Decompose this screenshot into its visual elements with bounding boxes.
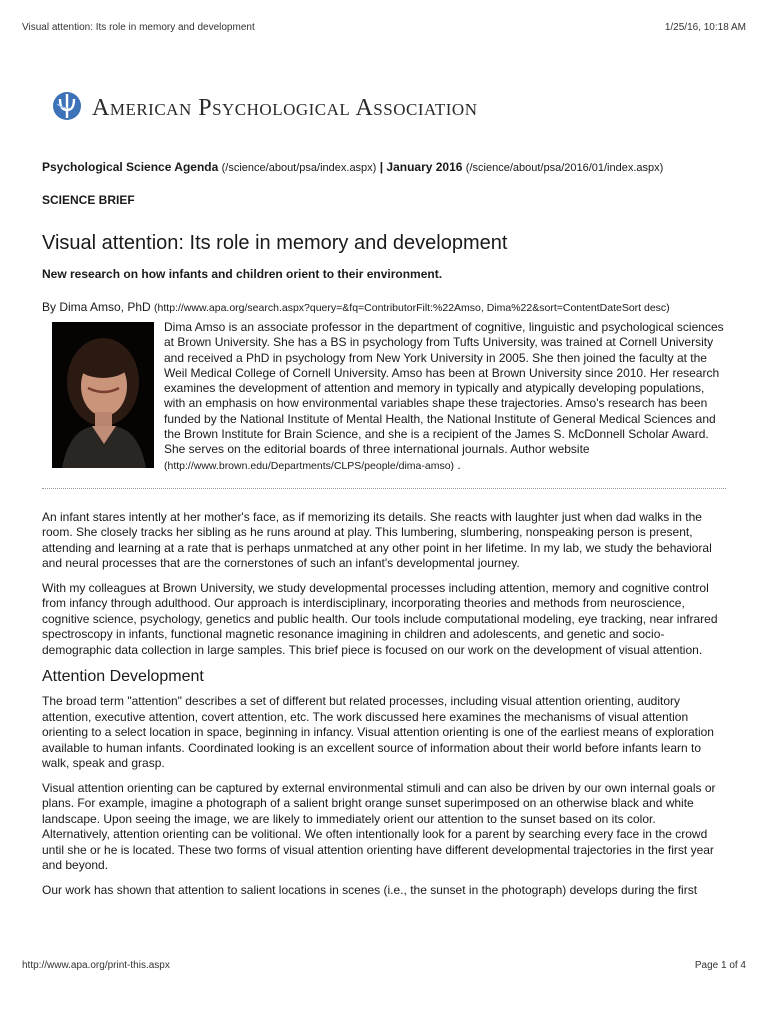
bio-text: Dima Amso is an associate professor in the department of cognitive, linguistic and psychological sciences at Brown University. She has a BS in psychology from Tufts University, was trained at Cornell University and received a PhD in psychology from New York University in 2005. She then joined the faculty at the Weil Medical College of Cornell University. Amso has been at Brown University since 2010. Her research examines the development of attention and memory in typically and atypically developing populations, with an emphasis on how environmental variables shape these trajectories. Amso's research has been funded by the National Institute of Mental Health, the National Institute of General Medical Sciences and the Brown Institute for Brain Science, and she is a recipient of the James S. McDonnell Scholar Award. She serves on the editorial boards of three international journals. Author website [164,320,724,457]
article [42,160,726,898]
paragraph-salient-locations: Our work has shown that attention to salient locations in scenes (i.e., the sunset in the photograph) develops during the first [42,882,698,897]
paragraph-intro: An infant stares intently at her mother's face, as if memorizing its details. She reacts with laughter just when dad walks in the room. She closely tracks her sibling as he runs around at play. This lumbering, slumbering, nonspeaking person is present, attending and learning at a rate that is perhaps unmatched at any other point in her lifetime. In my lab, we study the behavioral and neural processes that are the cornerstones of such an infant's developmental journey. [42,509,712,571]
logo-text: American Psychological Association [92,95,478,121]
print-header [22,22,746,33]
print-footer-page: Page 1 of 4 [694,960,746,971]
divider [42,488,726,489]
apa-logo[interactable] [52,88,477,129]
breadcrumb-section-url[interactable]: (/science/about/psa/index.aspx) [221,162,377,174]
paragraph-attention-definition: The broad term "attention" describes a set of different but related processes, including visual attention orienting, auditory attention, executive attention, covert attention, etc. The work discussed here examines the mechanisms of visual attention orienting to a select location in space, beginning in infancy. Visual attention orienting is one of the earliest means of exploration available to human infants. Coordinated looking is an excellent source of information about their world before infants learn to walk, speak and grasp. [42,694,714,771]
author-website-link[interactable]: (http://www.brown.edu/Departments/CLPS/people/dima-amso) [164,459,455,472]
breadcrumb-section-link[interactable]: Psychological Science Agenda [42,160,219,174]
author-name: By Dima Amso, PhD [42,300,151,314]
print-header-datetime: 1/25/16, 10:18 AM [664,22,746,33]
psi-icon [52,88,82,129]
article-title: Visual attention: Its role in memory and development [42,232,508,254]
byline [42,300,726,314]
print-header-title: Visual attention: Its role in memory and development [22,22,255,33]
bio-end: . [457,457,461,472]
print-footer-url: http://www.apa.org/print-this.aspx [22,960,170,971]
author-search-link[interactable]: (http://www.apa.org/search.aspx?query=&fq=ContributorFilt:%22Amso, Dima%22&sort=ContentDateSort desc) [154,302,670,314]
breadcrumb-issue-link[interactable]: January 2016 [386,160,463,174]
article-subtitle: New research on how infants and children orient to their environment. [42,267,443,281]
author-bio-text [164,320,726,474]
breadcrumb-issue-url[interactable]: (/science/about/psa/2016/01/index.aspx) [465,162,664,174]
breadcrumb-separator: | [379,160,384,174]
section-heading: Attention Development [42,668,204,686]
print-footer [22,960,746,971]
author-bio [42,320,726,474]
section-kicker: SCIENCE BRIEF [42,193,135,207]
author-photo [52,322,154,468]
paragraph-approach: With my colleagues at Brown University, we study developmental processes including attention, memory and cognitive control from infancy through adulthood. Our approach is interdisciplinary, incorporating theories and methods from neuroscience, cognitive science, psychology, genetics and public health. Our tools include computational modeling, eye tracking, near infrared spectroscopy in infants, functional magnetic resonance imagining in children and adolescents, and genetic and socio-demographic data collection in large samples. This brief piece is focused on our work on the development of visual attention. [42,580,718,657]
breadcrumb [42,160,726,174]
paragraph-attention-orienting: Visual attention orienting can be captured by external environmental stimuli and can also be driven by our own internal goals or plans. For example, imagine a photograph of a salient bright orange sunset superimposed on an otherwise black and white landscape. Upon seeing the image, we are likely to immediately orient our attention to the sunset based on its color. Alternatively, attention orienting can be volitional. We often intentionally look for a parent by searching every face in the crowd until she or he is located. These two forms of visual attention orienting have different developmental trajectories in the first year and beyond. [42,780,716,873]
